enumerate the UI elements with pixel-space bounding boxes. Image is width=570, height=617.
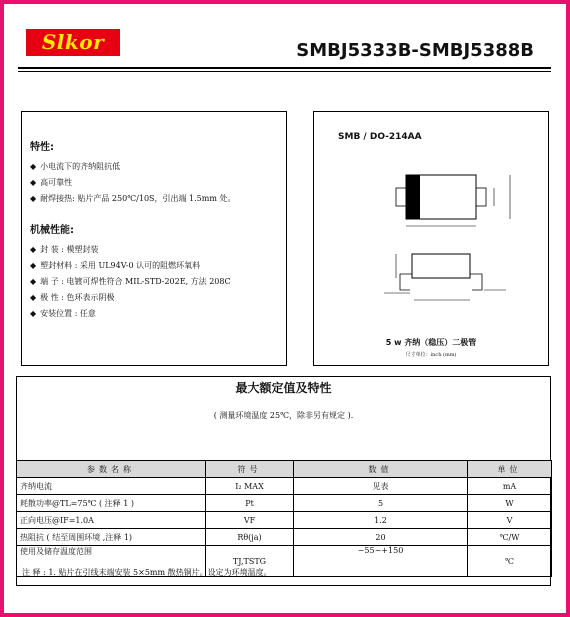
table-row bbox=[17, 529, 552, 546]
table-row bbox=[17, 512, 552, 529]
package-title: SMB / DO-214AA bbox=[338, 132, 422, 142]
col-header-symbol: 符号 bbox=[206, 461, 294, 478]
col-header-value: 数值 bbox=[294, 461, 468, 478]
table-header-row bbox=[17, 461, 552, 478]
row-unit: W bbox=[468, 495, 552, 512]
package-unit-note: 尺寸单位：inch (mm) bbox=[405, 352, 457, 358]
diamond-bullet-icon: ◆ bbox=[30, 261, 37, 270]
page-title: SMBJ5333B-SMBJ5388B bbox=[296, 40, 534, 61]
row-unit: ℃/W bbox=[468, 529, 552, 546]
diamond-bullet-icon: ◆ bbox=[30, 162, 37, 171]
feature-item: ◆ 小电流下的齐纳阻抗低 bbox=[30, 162, 121, 171]
features-heading: 特性: bbox=[30, 142, 54, 153]
mechanical-item: ◆ 安装位置 : 任意 bbox=[30, 309, 96, 318]
ratings-note: 注 释 : 1. 贴片在引线末端安装 5×5mm 散热铜片。设定为环境温度。 bbox=[22, 568, 272, 577]
diamond-bullet-icon: ◆ bbox=[30, 245, 37, 254]
features-panel bbox=[21, 111, 287, 366]
row-symbol: VF bbox=[206, 512, 294, 529]
package-caption: 5 w 齐纳（稳压）二极管 bbox=[385, 338, 477, 347]
row-value: 1.2 bbox=[294, 512, 468, 529]
diamond-bullet-icon: ◆ bbox=[30, 293, 37, 302]
diamond-bullet-icon: ◆ bbox=[30, 194, 37, 203]
diamond-bullet-icon: ◆ bbox=[30, 178, 37, 187]
brand-logo: Slkor bbox=[26, 29, 120, 56]
mechanical-item: ◆ 极 性 : 色环表示阴极 bbox=[30, 293, 115, 302]
package-outline-drawing bbox=[314, 150, 548, 330]
row-unit: V bbox=[468, 512, 552, 529]
row-param: 热阻抗 ( 结至周围环境 ,注释 1) bbox=[17, 529, 206, 546]
feature-item: ◆ 高可靠性 bbox=[30, 178, 73, 187]
row-value: 见表 bbox=[294, 478, 468, 495]
mechanical-heading: 机械性能: bbox=[30, 225, 74, 236]
header-rule bbox=[18, 67, 551, 69]
ratings-title: 最大额定值及特性 bbox=[235, 381, 332, 395]
package-panel bbox=[313, 111, 549, 366]
row-value: 5 bbox=[294, 495, 468, 512]
table-row bbox=[17, 478, 552, 495]
feature-item: ◆ 耐焊接热: 贴片产品 250℃/10S，引出端 1.5mm 处。 bbox=[30, 194, 236, 203]
mechanical-item: ◆ 端 子 : 电镀可焊性符合 MIL-STD-202E, 方法 208C bbox=[30, 277, 231, 286]
diamond-bullet-icon: ◆ bbox=[30, 309, 37, 318]
row-param: 齐纳电流 bbox=[17, 478, 206, 495]
row-symbol: TJ,TSTG bbox=[206, 546, 294, 577]
diamond-bullet-icon: ◆ bbox=[30, 277, 37, 286]
mechanical-item: ◆ 塑封材料 : 采用 UL94V-0 认可的阻燃环氧料 bbox=[30, 261, 201, 270]
table-row bbox=[17, 495, 552, 512]
row-param: 正向电压@IF=1.0A bbox=[17, 512, 206, 529]
col-header-param: 参数名称 bbox=[17, 461, 206, 478]
row-param: 使用及储存温度范围 bbox=[17, 546, 206, 577]
col-header-unit: 单位 bbox=[468, 461, 552, 478]
row-symbol: I₂ MAX bbox=[206, 478, 294, 495]
row-unit: mA bbox=[468, 478, 552, 495]
ratings-table bbox=[16, 460, 552, 577]
row-value: 20 bbox=[294, 529, 468, 546]
ratings-subtitle: ( 测量环境温度 25℃，除非另有规定 ). bbox=[213, 411, 354, 420]
row-param: 耗散功率@TL=75℃ ( 注释 1 ) bbox=[17, 495, 206, 512]
row-symbol: Pt bbox=[206, 495, 294, 512]
row-unit: ℃ bbox=[468, 546, 552, 577]
mechanical-item: ◆ 封 装 : 模塑封装 bbox=[30, 245, 99, 254]
row-symbol: Rθ(ja) bbox=[206, 529, 294, 546]
header-rule-thin bbox=[18, 71, 551, 72]
row-value: −55~+150 bbox=[294, 546, 468, 577]
